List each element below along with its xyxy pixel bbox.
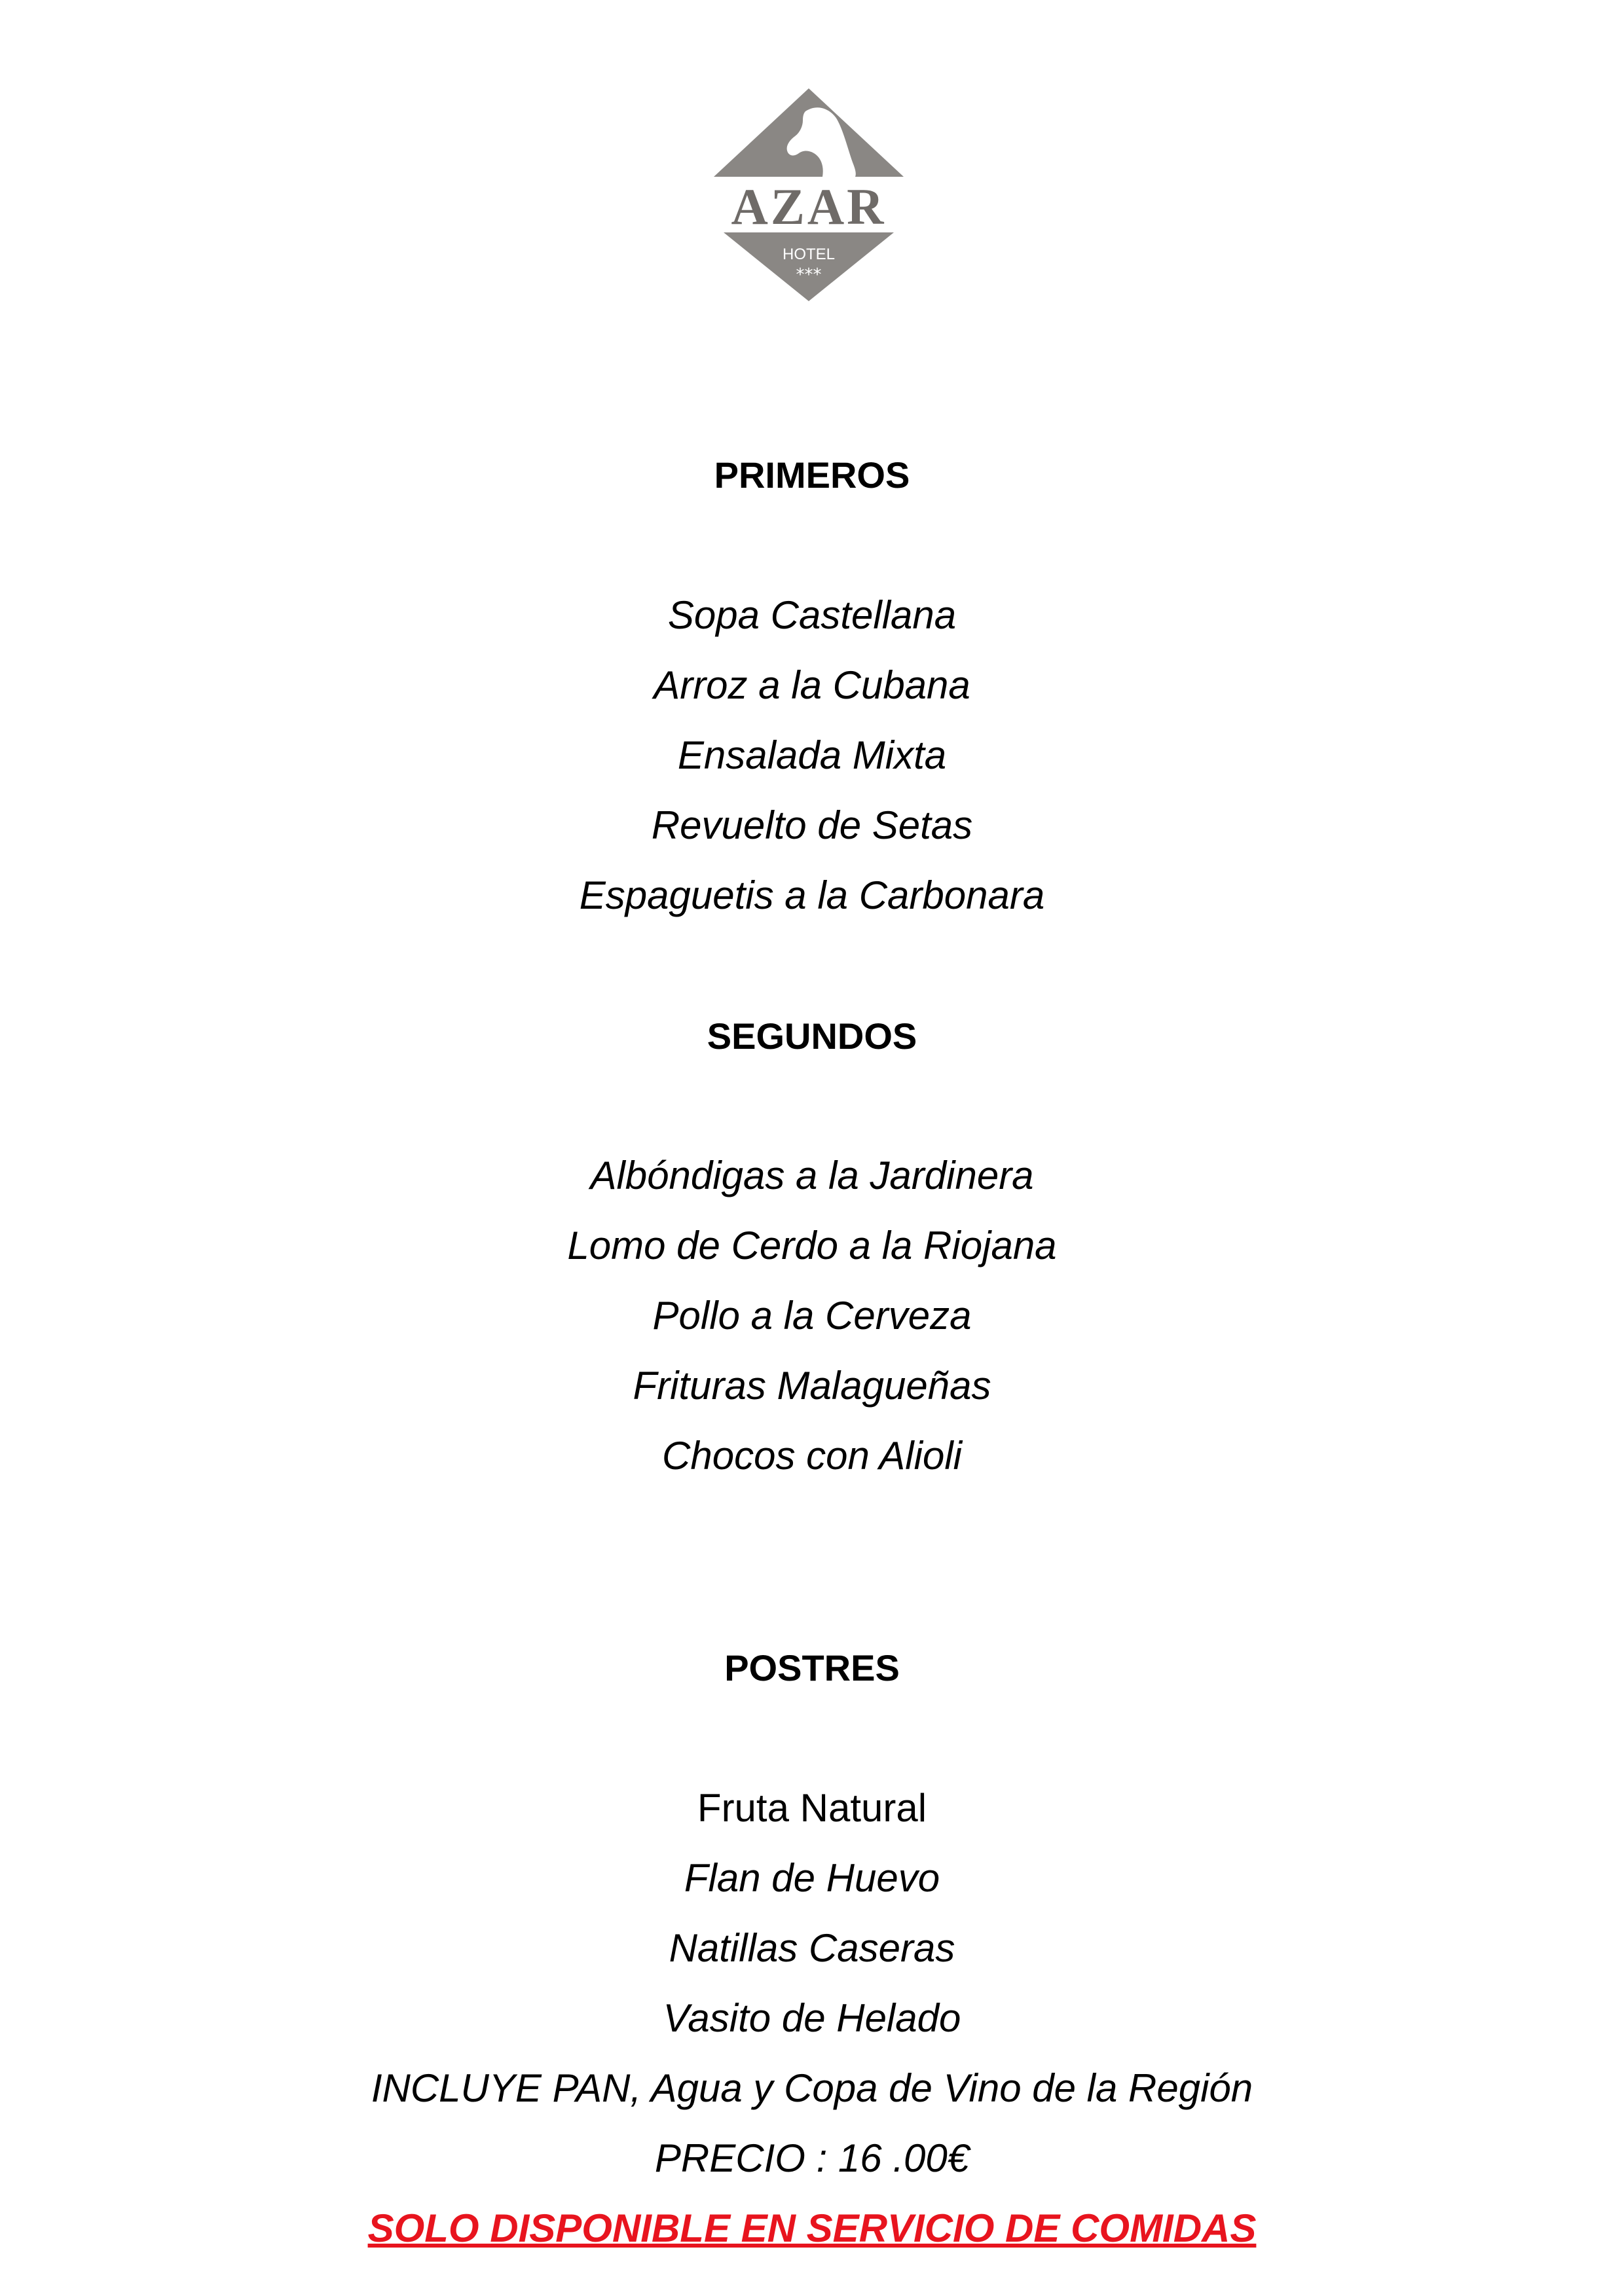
- logo-stars: ***: [796, 265, 822, 285]
- hotel-logo: [707, 85, 910, 301]
- dish-item: Ensalada Mixta: [677, 733, 947, 777]
- dish-item: Flan de Huevo: [684, 1856, 940, 1900]
- hotel-logo-graphic: [707, 85, 910, 301]
- dish-item: Chocos con Alioli: [662, 1434, 962, 1478]
- availability-note: SOLO DISPONIBLE EN SERVICIO DE COMIDAS: [367, 2206, 1257, 2250]
- dish-item: Vasito de Helado: [663, 1996, 961, 2040]
- section-title-postres: POSTRES: [724, 1647, 900, 1688]
- dish-item: Espaguetis a la Carbonara: [579, 873, 1045, 917]
- dish-item: Lomo de Cerdo a la Riojana: [567, 1224, 1057, 1267]
- dish-item: Sopa Castellana: [667, 593, 957, 637]
- includes-note: INCLUYE PAN, Agua y Copa de Vino de la Región: [371, 2066, 1253, 2110]
- dish-item: Fruta Natural: [697, 1786, 927, 1830]
- dish-item: Pollo a la Cerveza: [652, 1294, 972, 1338]
- section-title-segundos: SEGUNDOS: [707, 1015, 917, 1057]
- dish-item: Frituras Malagueñas: [633, 1364, 991, 1408]
- dish-item: Natillas Caseras: [669, 1926, 955, 1970]
- dish-item: Arroz a la Cubana: [654, 663, 970, 707]
- dish-item: Albóndigas a la Jardinera: [590, 1154, 1034, 1197]
- section-title-primeros: PRIMEROS: [714, 454, 910, 496]
- dish-item: Revuelto de Setas: [651, 803, 973, 847]
- logo-name: AZAR: [731, 178, 887, 235]
- logo-subtitle: HOTEL: [782, 246, 836, 263]
- price-label: PRECIO : 16 .00€: [654, 2136, 970, 2180]
